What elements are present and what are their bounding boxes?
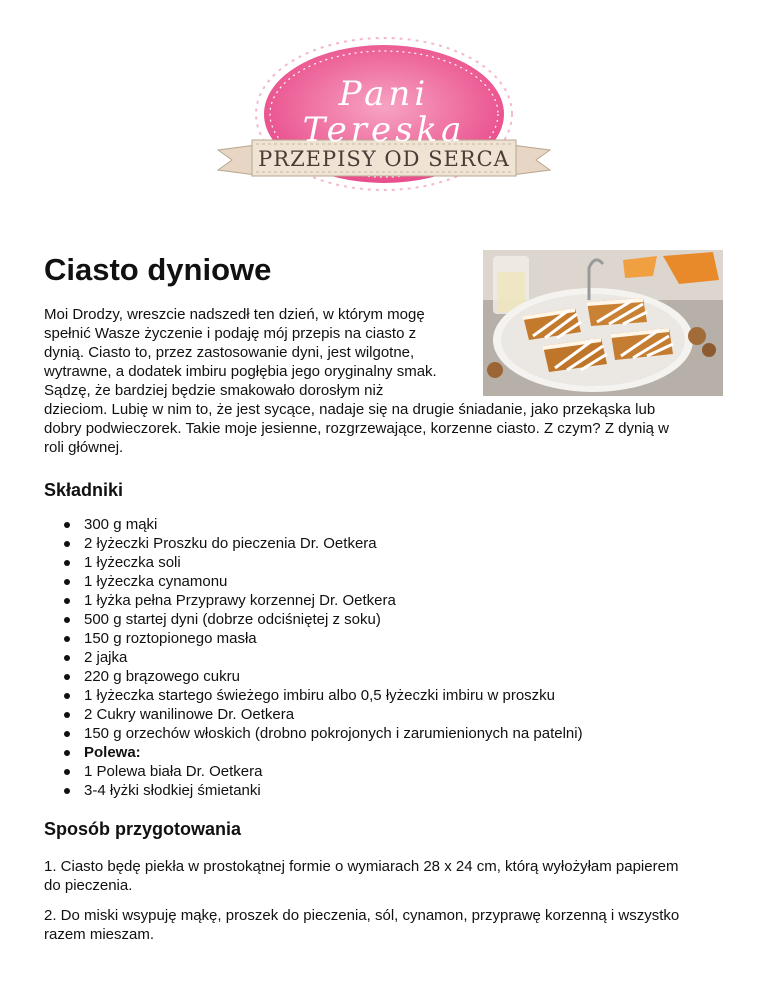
intro-line: dynią. Ciasto to, przez zastosowanie dyni, jest wilgotne, xyxy=(44,344,415,361)
ingredient-item: 300 g mąki xyxy=(64,515,583,534)
ingredient-item: 150 g orzechów włoskich (drobno pokrojonych i zarumienionych na patelni) xyxy=(64,724,583,743)
preparation-heading: Sposób przygotowania xyxy=(44,819,242,839)
ingredient-item: 1 Polewa biała Dr. Oetkera xyxy=(64,762,583,781)
intro-line: spełnić Wasze życzenie i podaję mój przepis na ciasto z xyxy=(44,325,417,342)
logo-line-pani: Pani xyxy=(338,74,430,114)
ingredient-item: 1 łyżeczka startego świeżego imbiru albo 0,5 łyżeczki imbiru w proszku xyxy=(64,686,583,705)
step-line: 1. Ciasto będę piekła w prostokątnej formie o wymiarach 28 x 24 cm, którą wyłożyłam papierem xyxy=(44,858,679,875)
step-item xyxy=(44,857,734,895)
recipe-title: Ciasto dyniowe xyxy=(44,252,272,287)
site-logo xyxy=(212,36,556,196)
step-line: do pieczenia. xyxy=(44,877,133,894)
ingredient-item: 2 jajka xyxy=(64,648,583,667)
ingredient-item: 1 łyżeczka soli xyxy=(64,553,583,572)
intro-line: dzieciom. Lubię w nim to, że jest sycące, nadaje się na drugie śniadanie, jako przekąska lub xyxy=(44,401,656,418)
step-item xyxy=(44,906,734,944)
step-line: razem mieszam. xyxy=(44,926,155,943)
intro-line: Moi Drodzy, wreszcie nadszedł ten dzień, w którym mogę xyxy=(44,306,425,323)
ingredient-item: 500 g startej dyni (dobrze odciśniętej z soku) xyxy=(64,610,583,629)
preparation-steps xyxy=(44,857,734,955)
ingredient-item: 2 Cukry wanilinowe Dr. Oetkera xyxy=(64,705,583,724)
ingredients-list xyxy=(64,515,583,800)
ingredient-item: 1 łyżeczka cynamonu xyxy=(64,572,583,591)
step-line: 2. Do miski wsypuję mąkę, proszek do pieczenia, sól, cynamon, przyprawę korzenną i wszystko xyxy=(44,907,680,924)
logo-line-tereska: Tereska xyxy=(302,110,466,150)
logo-ribbon-text: PRZEPISY OD SERCA xyxy=(258,147,510,171)
ingredient-item: 3-4 łyżki słodkiej śmietanki xyxy=(64,781,583,800)
ingredient-item: 2 łyżeczki Proszku do pieczenia Dr. Oetkera xyxy=(64,534,583,553)
intro-line: wytrawne, a dodatek imbiru pogłębia jego oryginalny smak. xyxy=(44,363,437,380)
intro-line: dobry podwieczorek. Takie moje jesienne, rozgrzewające, korzenne ciasto. Z czym? Z dynią w xyxy=(44,420,670,437)
ingredients-heading: Składniki xyxy=(44,480,124,500)
ingredient-item: 150 g roztopionego masła xyxy=(64,629,583,648)
ingredient-item: 1 łyżka pełna Przyprawy korzennej Dr. Oetkera xyxy=(64,591,583,610)
ingredient-subheading: Polewa: xyxy=(64,743,583,762)
ingredient-item: 220 g brązowego cukru xyxy=(64,667,583,686)
intro-line: roli głównej. xyxy=(44,439,124,456)
recipe-intro xyxy=(44,305,724,457)
intro-line: Sądzę, że bardziej będzie smakowało dorosłym niż xyxy=(44,382,384,399)
